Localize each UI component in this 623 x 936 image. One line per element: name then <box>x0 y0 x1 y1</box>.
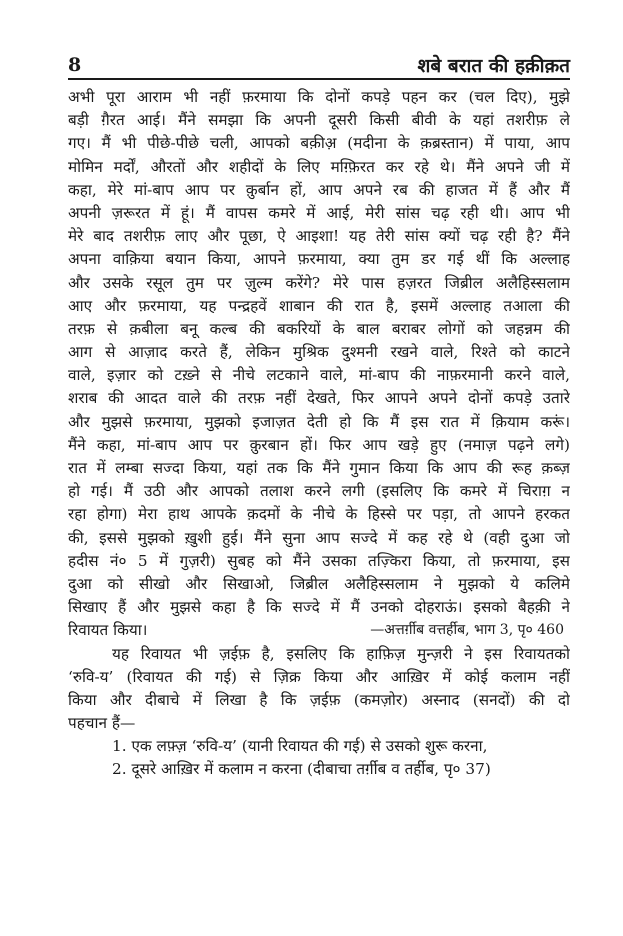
text-line: ‘रुवि-य’ (रिवायत की गई) से ज़िक्र किया और आख़िर में कोई कलाम नहीं <box>68 667 570 686</box>
citation-line <box>68 619 570 642</box>
text-line: अभी पूरा आराम भी नहीं फ़रमाया कि दोनों कपड़े पहन कर (चल दिए), मुझे <box>68 88 570 106</box>
text-line: अपना वाक़िया बयान किया, आपने फ़रमाया, क्या तुम डर गई थीं कि अल्लाह <box>68 250 570 269</box>
paragraph-end: रिवायत किया। <box>68 621 148 640</box>
header-rule <box>68 78 570 80</box>
text-line: मैंने कहा, मां-बाप आप पर क़ुरबान हों। फिर आप खड़े हुए (नमाज़ पढ़ने लगे) <box>68 435 570 454</box>
text-line: हदीस नं० 5 में गुज़री) सुबह को मैंने उसका तज़्किरा किया, तो फ़रमाया, इस <box>68 551 570 570</box>
text-line: और मुझसे फ़रमाया, मुझको इजाज़त देती हो कि मैं इस रात में क़ियाम करूं। <box>68 412 570 431</box>
text-line: तरफ़ से क़बीला बनू कल्ब की बकरियों के बाल बराबर लोगों को जहन्नम की <box>68 319 570 338</box>
text-line: रात में लम्बा सज्दा किया, यहां तक कि मैंने गुमान किया कि आप की रूह क़ब्ज़ <box>68 459 570 477</box>
text-line: मेरे बाद तशरीफ़ लाए और पूछा, ऐ आइशा! यह तेरी सांस क्यों चढ़ रही है? मैंने <box>68 227 570 246</box>
text-line: की, इससे मुझको ख़ुशी हुई। मैंने सुना आप सज्दे में कह रहे थे (वही दुआ जो <box>68 528 570 547</box>
text-line: दुआ को सीखो और सिखाओ, जिब्रील अलैहिस्सलाम ने मुझको ये कलिमे <box>68 574 570 593</box>
list-item: 2. दूसरे आख़िर में कलाम न करना (दीबाचा तर्ग़ीब व तर्हीब, पृ० 37) <box>112 760 491 779</box>
page-header <box>68 50 570 80</box>
text-line: वाले, इज़ार को टख़्ने से नीचे लटकाने वाले, मां-बाप की नाफ़रमानी करने वाले, <box>68 366 570 385</box>
numbered-list <box>68 735 570 781</box>
source-citation: —अत्तर्ग़ीब वत्तर्हीब, भाग 3, पृ० 460 <box>370 622 564 639</box>
text-line: हो गई। मैं उठी और आपको तलाश करने लगी (इसलिए कि कमरे में चिराग़ न <box>68 482 570 501</box>
paragraph-commentary <box>68 643 570 736</box>
page-number: 8 <box>68 54 82 76</box>
text-line: आग से आज़ाद करते हैं, लेकिन मुश्रिक दुश्मनी रखने वाले, रिश्ते को काटने <box>68 343 570 362</box>
text-line: और उसके रसूल तुम पर ज़ुल्म करेंगे? मेरे पास हज़रत जिब्रील अलैहिस्सलाम <box>68 273 570 292</box>
text-line: किया और दीबाचे में लिखा है कि ज़ईफ़ (कमज़ोर) अस्नाद (सनदों) की दो <box>68 690 570 709</box>
text-line: शराब की आदत वाले की तरफ़ नहीं देखते, फिर आपने अपने दोनों कपड़े उतारे <box>68 389 570 408</box>
text-line: अपनी ज़रूरत में हूं। मैं वापस कमरे में आई, मेरी सांस चढ़ रही थी। आप भी <box>68 203 570 222</box>
list-item: 1. एक लफ़्ज़ ‘रुवि-य’ (यानी रिवायत की गई) से उसको शुरू करना, <box>112 737 488 756</box>
running-title: शबे बरात की हक़ीक़त <box>417 55 570 77</box>
page-body <box>68 86 570 782</box>
text-line: आए और फ़रमाया, यह पन्द्रहवें शाबान की रात है, इसमें अल्लाह तआला की <box>68 296 570 315</box>
text-line: गए। मैं भी पीछे-पीछे चली, आपको बक़ीअ़ (मदीना के क़ब्रस्तान) में पाया, आप <box>68 134 570 153</box>
text-line: कहा, मेरे मां-बाप आप पर क़ुर्बान हों, आप अपने रब की हाजत में हैं और मैं <box>68 180 570 199</box>
text-line: पहचान हैं— <box>68 714 136 733</box>
text-line: रहा होगा) मेरा हाथ आपके क़दमों के नीचे के हिस्से पर पड़ा, तो आपने हरकत <box>68 505 570 524</box>
paragraph-hadith <box>68 86 570 643</box>
text-line: यह रिवायत भी ज़ईफ़ है, इसलिए कि हाफ़िज़ मुन्ज़री ने इस रिवायतको <box>112 644 570 663</box>
text-line: बड़ी ग़ैरत आई। मैंने समझा कि अपनी दूसरी किसी बीवी के यहां तशरीफ़ ले <box>68 111 570 130</box>
text-line: सिखाए हैं और मुझसे कहा है कि सज्दे में मैं उनको दोहराऊं। इसको बैहक़ी ने <box>68 598 570 617</box>
text-line: मोमिन मर्दों, औरतों और शहीदों के लिए मग़्फ़िरत कर रहे थे। मैंने अपने जी में <box>68 157 570 176</box>
